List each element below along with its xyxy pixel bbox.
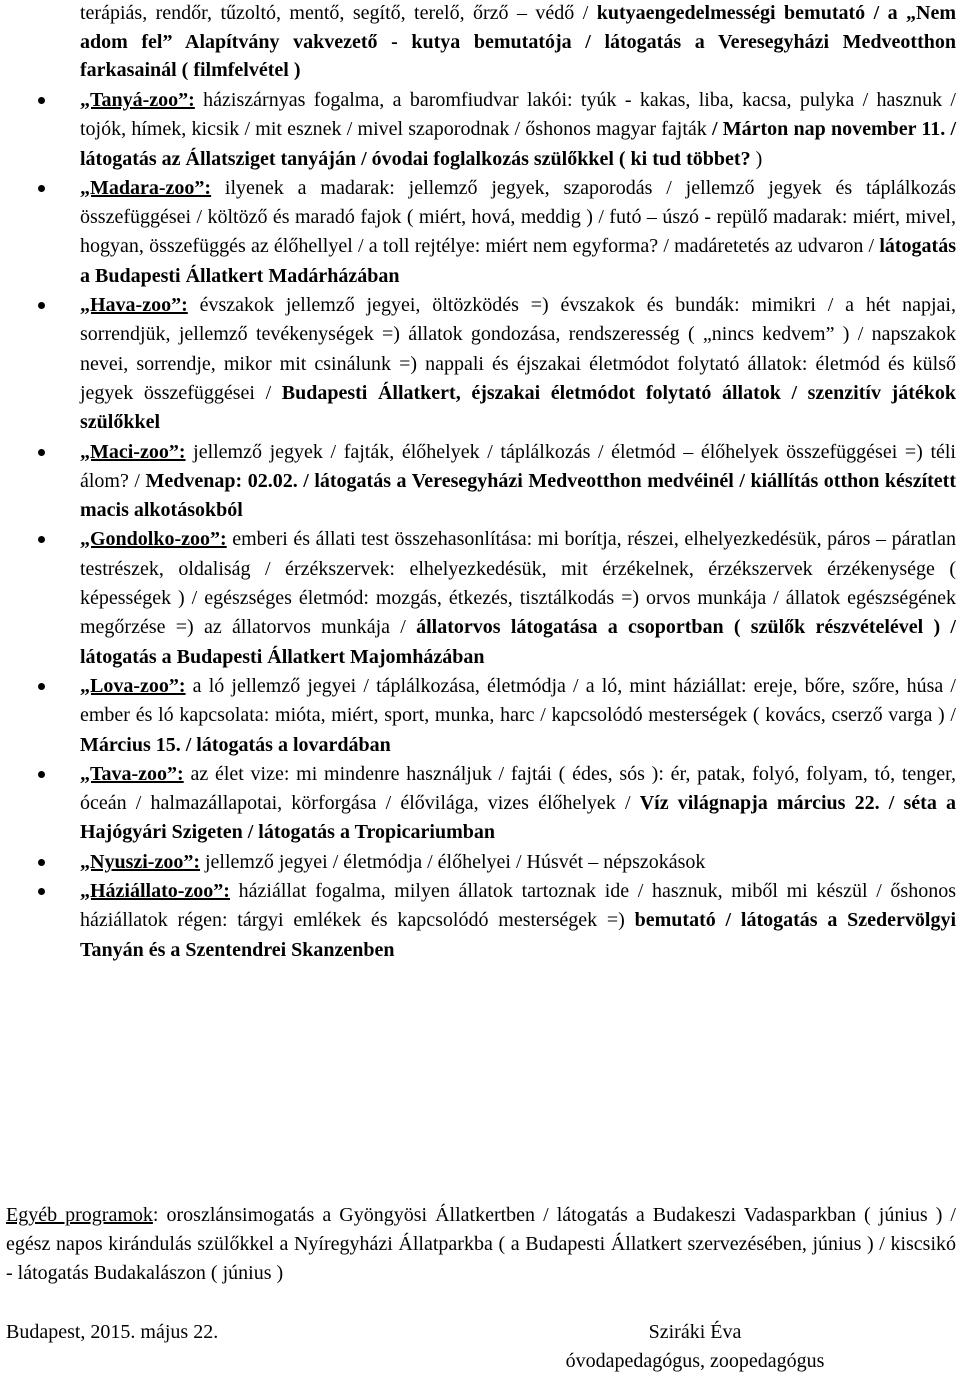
list-item-gondolko-zoo xyxy=(80,525,956,671)
item-text: háziszárnyas fogalma, a baromfiudvar lakói: tyúk - kakas, liba, kacsa, pulyka / hasznuk / tojók, hímek, kicsik / mit esznek / mivel szaporodnak / őshonos magyar fajták xyxy=(80,89,956,141)
other-programs-text: : oroszlánsimogatás a Gyöngyösi Állatkertben / látogatás a Budakeszi Vadasparkban ( június ) / egész napos kirándulás szülőkkel a Nyíregyházi Állatparkba ( a Budapesti Állatkert szervezésében, június ) / kiscsikó - látogatás Budakalászon ( június ) xyxy=(6,1204,956,1284)
item-title: „Gondolko-zoo”: xyxy=(80,528,227,551)
item-bold-text: / Márton nap november 11. / látogatás az Állatsziget tanyáján / óvodai foglalkozás szülőkkel ( ki tud többet? xyxy=(80,118,956,170)
list-item-madara-zoo xyxy=(80,174,956,291)
bullet-icon xyxy=(38,185,45,192)
item-bold-text: Március 15. / látogatás a lovardában xyxy=(80,733,391,756)
item-bold-text: Víz világnapja március 22. / séta a Hajógyári Szigeten / látogatás a Tropicariumban xyxy=(80,792,956,844)
item-bold-text: Budapesti Állatkert, éjszakai életmódot folytató állatok / szenzitív játékok szülőkkel xyxy=(80,381,956,434)
signature-name: Sziráki Éva xyxy=(648,1321,742,1343)
bullet-icon xyxy=(38,302,45,309)
item-bold-text: állatorvos látogatása a csoportban ( szülők részvételével ) / látogatás a Budapesti Állatkert Majomházában xyxy=(80,616,956,668)
item-title: „Háziállato-zoo”: xyxy=(80,880,230,903)
item-text: ilyenek a madarak: jellemző jegyek, szaporodás / jellemző jegyek és táplálkozás összefüggései / költöző és maradó fajok ( miért, hová, meddig ) / futó – úszó - repülő madarak: miért, mivel, hogyan, összefüggés az élőhellyel / a toll rejtélye: miért nem egyforma? / madáretetés az udvaron / xyxy=(80,176,956,258)
list-item-haziallato-zoo xyxy=(80,877,956,965)
item-text: évszakok jellemző jegyei, öltözködés =) évszakok és bundák: mimikri / a hét napjai, sorrendjük, jellemző tevékenységek =) állatok gondozása, rendszeresség ( „nincs kedvem” ) / napszakok nevei, sorrendje, mikor mit csinálunk =) nappali és éjszakai életmódot folytató állatok: életmód és külső jegyek összefüggései / xyxy=(80,294,956,404)
signature-block xyxy=(520,1318,870,1376)
program-list xyxy=(80,86,956,965)
item-title: „Maci-zoo”: xyxy=(80,440,186,463)
other-programs-label: Egyéb programok xyxy=(6,1204,153,1226)
intro-paragraph xyxy=(80,0,956,85)
bullet-icon xyxy=(38,683,45,690)
item-title: „Madara-zoo”: xyxy=(80,176,212,199)
list-item-tanya-zoo xyxy=(80,86,956,174)
signature-title: óvodapedagógus, zoopedagógus xyxy=(565,1350,825,1372)
list-item-maci-zoo xyxy=(80,438,956,526)
item-bold-text: Medvenap: 02.02. / látogatás a Veresegyházi Medveotthon medvéinél / kiállítás otthon készített macis alkotásokból xyxy=(80,469,956,522)
item-title: „Tanyá-zoo”: xyxy=(80,89,195,111)
list-item-nyuszi-zoo xyxy=(80,848,956,877)
bullet-icon xyxy=(38,859,45,866)
bullet-icon xyxy=(38,97,45,104)
place-date: Budapest, 2015. május 22. xyxy=(6,1321,219,1343)
item-text: jellemző jegyek / fajták, élőhelyek / táplálkozás / életmód – élőhelyek összefüggései =) téli álom? / xyxy=(80,440,956,492)
item-bold-text: bemutató / látogatás a Szedervölgyi Tanyán és a Szentendrei Skanzenben xyxy=(80,909,957,961)
item-text: emberi és állati test összehasonlítása: mi borítja, részei, elhelyezkedésük, páros – páratlan testrészek, oldaliság / érzékszervek: elhelyezkedésük, mit érzékelnek, érzékszervek érzékenysége ( képességek ) / egészséges életmód: mozgás, étkezés, tisztálkodás =) orvos munkája / állatok egészségének megőrzése =) az állatorvos munkája / xyxy=(80,528,956,639)
bullet-icon xyxy=(38,536,45,543)
item-bold-text: látogatás a Budapesti Állatkert Madárházában xyxy=(80,235,956,287)
bullet-icon xyxy=(38,449,45,456)
item-text: a ló jellemző jegyei / táplálkozása, életmódja / a ló, mint háziállat: ereje, bőre, szőre, húsa / ember és ló kapcsolata: mióta, miért, sport, munka, harc / kapcsolódó mesterségek ( kovács, cserző varga ) / xyxy=(80,674,956,727)
item-title: „Tava-zoo”: xyxy=(80,762,184,785)
list-item-tava-zoo xyxy=(80,760,956,848)
intro-bold-text: kutyaengedelmességi bemutató / a „Nem adom fel” Alapítvány vakvezető - kutya bemutatója / látogatás a Veresegyházi Medveotthon farkasainál ( filmfelvétel ) xyxy=(80,2,956,82)
bullet-icon xyxy=(38,888,45,895)
item-text: háziállat fogalma, milyen állatok tartoznak ide / hasznuk, miből mi készül / őshonos háziállatok régen: tárgyi emlékek és kapcsolódó mesterségek =) xyxy=(80,880,956,932)
item-text-end: ) xyxy=(750,147,763,170)
intro-text: terápiás, rendőr, tűzoltó, mentő, segítő, terelő, őrző – védő / xyxy=(80,2,597,24)
other-programs-paragraph xyxy=(6,1201,956,1288)
list-item-lova-zoo xyxy=(80,672,956,760)
bullet-icon xyxy=(38,771,45,778)
item-text: jellemző jegyei / életmódja / élőhelyei / Húsvét – népszokások xyxy=(199,850,706,873)
item-text: az élet vize: mi mindenre használjuk / fajtái ( édes, sós ): ér, patak, folyó, folyam, tó, tenger, óceán / halmazállapotai, körforgása / élővilága, vizes élőhelyek / xyxy=(80,762,956,815)
list-item-hava-zoo xyxy=(80,291,956,437)
item-title: „Lova-zoo”: xyxy=(80,674,186,697)
item-title: „Nyuszi-zoo”: xyxy=(80,850,200,873)
item-title: „Hava-zoo”: xyxy=(80,294,188,317)
